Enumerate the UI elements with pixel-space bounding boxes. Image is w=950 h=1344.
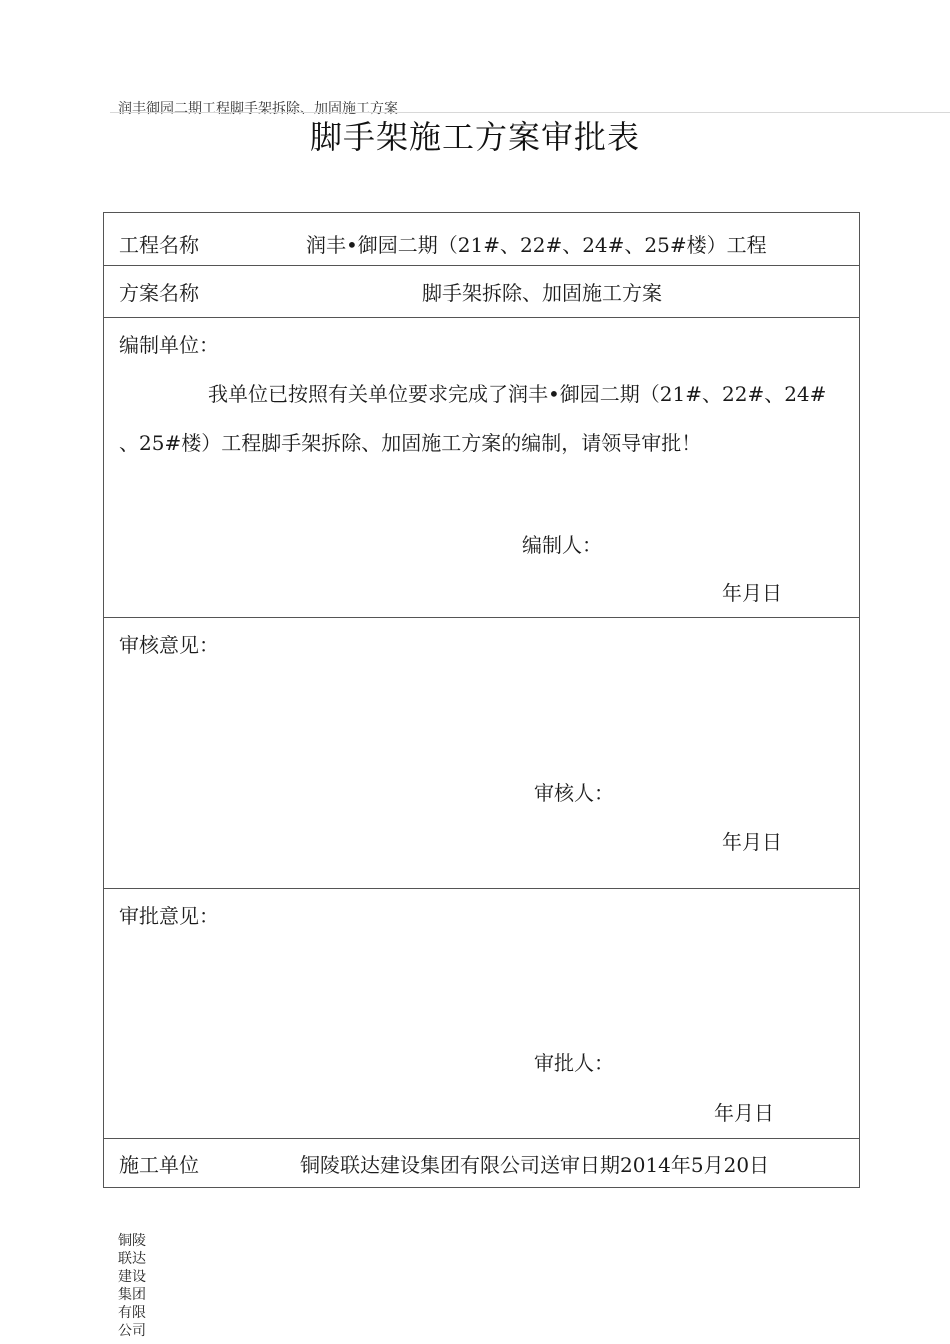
plan-name-label: 方案名称 [119, 281, 199, 305]
construction-unit-value: 铜陵联达建设集团有限公司送审日期2014年5月20日 [300, 1153, 770, 1177]
review-date-label: 年月日 [722, 830, 782, 854]
plan-name-row [104, 265, 859, 318]
preparer-signer-label: 编制人： [522, 533, 602, 557]
footer-company-line: 有限 [118, 1305, 146, 1321]
approval-label: 审批意见： [119, 904, 219, 928]
review-label: 审核意见： [119, 633, 219, 657]
page-title: 脚手架施工方案审批表 [309, 118, 640, 156]
approver-signer-label: 审批人： [534, 1051, 614, 1075]
approval-form [103, 212, 860, 1188]
footer-company-line: 铜陵 [118, 1233, 146, 1249]
construction-unit-label: 施工单位 [119, 1153, 199, 1177]
running-header: 润丰御园二期工程脚手架拆除、加固施工方案 [118, 101, 398, 117]
plan-name-value: 脚手架拆除、加固施工方案 [422, 281, 662, 305]
preparer-label: 编制单位： [119, 333, 219, 357]
footer-company-line: 公司 [118, 1323, 146, 1339]
preparer-date-label: 年月日 [722, 581, 782, 605]
review-section [104, 617, 859, 889]
footer-company-line: 集团 [118, 1287, 146, 1303]
project-name-row [104, 213, 859, 266]
project-name-value: 润丰•御园二期（21#、22#、24#、25#楼）工程 [306, 233, 767, 257]
footer-company-line: 联达 [118, 1251, 146, 1267]
preparer-statement-line1: 我单位已按照有关单位要求完成了润丰•御园二期（21#、22#、24# [208, 382, 827, 406]
footer-company-line: 建设 [118, 1269, 146, 1285]
reviewer-signer-label: 审核人： [534, 781, 614, 805]
construction-unit-row [104, 1138, 859, 1189]
approval-date-label: 年月日 [714, 1101, 774, 1125]
preparer-section [104, 317, 859, 618]
preparer-statement-line2: 、25#楼）工程脚手架拆除、加固施工方案的编制，请领导审批！ [119, 431, 702, 455]
approval-section [104, 888, 859, 1139]
footer-company-name [118, 1232, 158, 1340]
project-name-label: 工程名称 [119, 233, 199, 257]
